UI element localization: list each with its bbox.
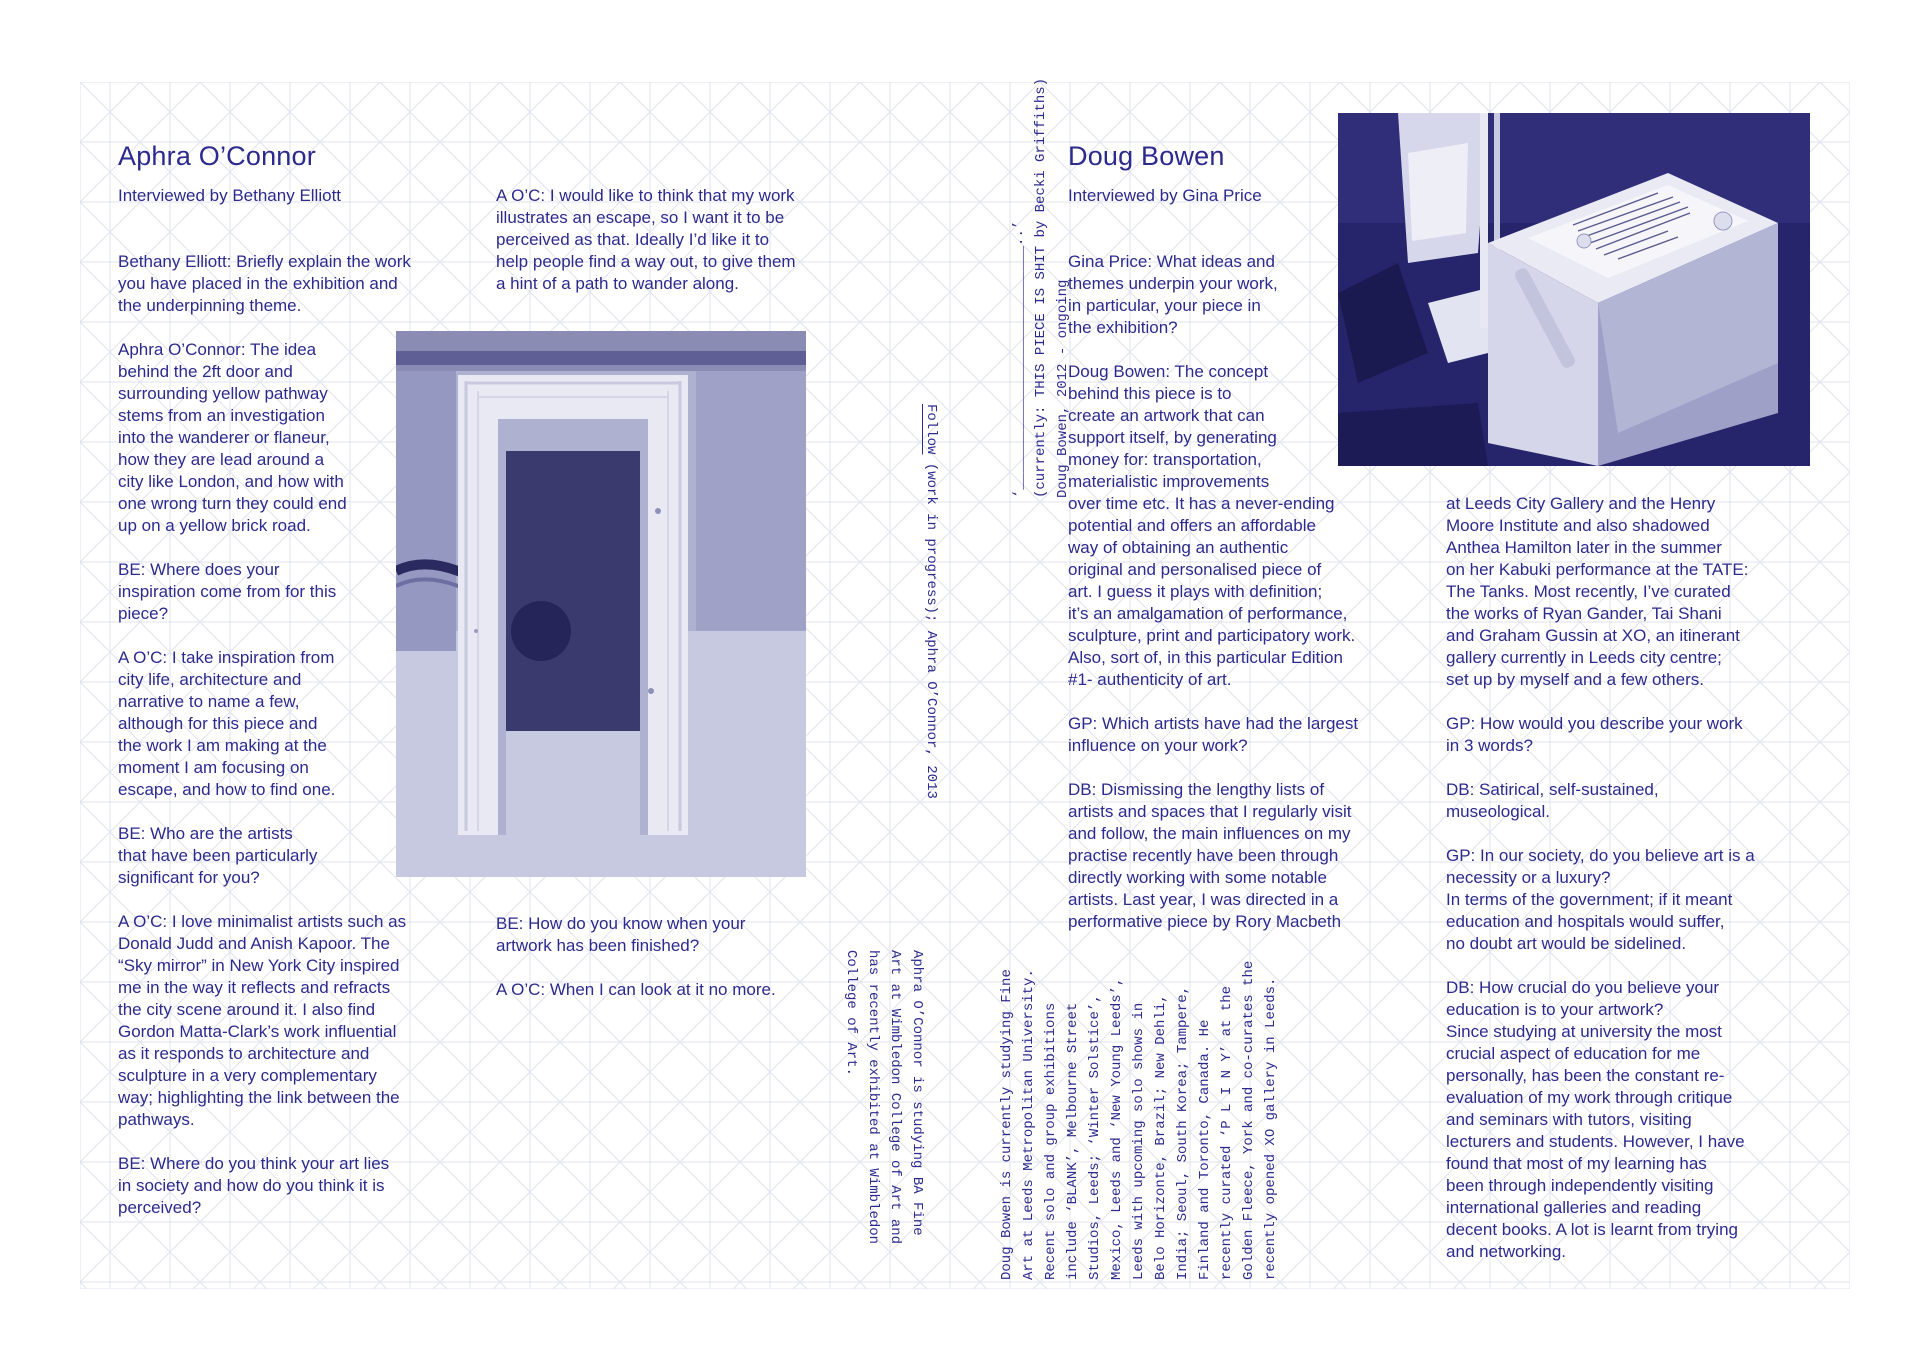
interviewer-line: Interviewed by Bethany Elliott [118,186,342,205]
interview-paragraph: DB: How crucial do you believe your education is to your artwork? Since studying at university the most crucial aspect of education for me personally, has been the constant re- evaluation of my work through critique and seminars with tutors, visiting lecturers and students. However, I have found that most of my learning has been through independently visiting international galleries and reading decent books. A lot is learnt from trying and networking. [1446,978,1745,1261]
interview-paragraph: GP: Which artists have had the largest influence on your work? [1068,714,1359,755]
page-title-aphra: Aphra O’Connor [118,141,316,171]
artist-bio-aphra: Aphra O’Connor is studying BA Fine Art at Wimbledon College of Art and has recently exhibited at Wimbledon College of Art. [843,950,925,1245]
interview-column-1-wide [1068,493,1418,933]
caption-title-follow: Follow [923,404,939,455]
interviewer-line: Interviewed by Gina Price [1068,186,1262,205]
interview-paragraph: Doug Bowen: The concept behind this piece is to create an artwork that can support itself, by generating money for: transportation, materialistic improvements [1068,362,1277,491]
interview-answer-top: A O’C: I would like to think that my work illustrates an escape, so I want it to be perceived as that. Ideally I’d like it to help people find a way out, to give them a hint of a path to wander along. [496,186,796,293]
pedestal-photo [1338,113,1810,466]
interview-paragraph: at Leeds City Gallery and the Henry Moore Institute and also shadowed Anthea Hamilton later in the summer on her Kabuki performance at the TATE: The Tanks. Most recently, I’ve curated the works of Ryan Gander, Tai Shani and Graham Gussin at XO, an itinerant gallery currently in Leeds city centre; set up by myself and a few others. [1446,494,1749,689]
interview-paragraph: GP: In our society, do you believe art is a necessity or a luxury? In terms of the government; if it meant education and hospitals would suffer, no doubt art would be sidelined. [1446,846,1755,953]
artwork-caption-doug [1008,77,1074,498]
interview-paragraph: BE: Where do you think your art lies in society and how do you think it is perceived? [118,1154,390,1217]
artwork-caption-aphra [920,404,942,799]
interview-paragraph: A O’C: When I can look at it no more. [496,980,776,999]
interview-paragraph: BE: Who are the artists that have been particularly significant for you? [118,824,318,887]
interview-paragraph: Bethany Elliott: Briefly explain the work you have placed in the exhibition and the underpinning theme. [118,252,411,315]
interview-paragraph: BE: Where does your inspiration come from for this piece? [118,560,337,623]
page-title-doug: Doug Bowen [1068,141,1225,171]
interview-paragraph: over time etc. It has a never-ending potential and offers an affordable way of obtaining an authentic original and personalised piece of art. I guess it plays with definition; it’s an amalgamation of performance, sculpture, print and participatory work. Also, sort of, in this particular Edition #1- authenticity of art. [1068,494,1356,689]
interview-paragraph: BE: How do you know when your artwork has been finished? [496,914,746,955]
interview-paragraph: DB: Dismissing the lengthy lists of artists and spaces that I regularly visit and follow, the main influences on my practise recently have been through directly working with some notable artists. Last year, I was directed in a performative piece by Rory Macbeth [1068,780,1352,931]
interview-column-2 [1446,493,1806,1263]
interview-paragraph: GP: How would you describe your work in 3 words? [1446,714,1743,755]
interview-paragraph: DB: Satirical, self-sustained, museological. [1446,780,1659,821]
interview-column-1-narrow [1068,251,1328,493]
interview-paragraph: A O’C: I take inspiration from city life, architecture and narrative to name a few, although for this piece and the work I am making at the moment I am focusing on escape, and how to find one. [118,648,336,799]
interview-column-2-bottom [496,913,826,1001]
caption-quote-line: ‘_____________________________..’ [1011,220,1027,498]
caption-artist-line: Doug Bowen, 2012 - ongoing [1055,279,1071,498]
interview-paragraph: A O’C: I love minimalist artists such as Donald Judd and Anish Kapoor. The “Sky mirror” in New York City inspired me in the way it reflects and refracts the city scene around it. I also find Gordon Matta-Clark’s work influential as it responds to architecture and sculpture in a very complementary way; highlighting the link between the pathways. [118,912,407,1129]
door-frame-photo [396,331,806,877]
interview-paragraph: Aphra O’Connor: The idea behind the 2ft door and surrounding yellow pathway stems from an investigation into the wanderer or flaneur, how they are lead around a city like London, and how with one wrong turn they could end up on a yellow brick road. [118,340,347,535]
caption-details: (work in progress); Aphra O’Connor, 2013 [923,454,939,799]
interview-paragraph: Gina Price: What ideas and themes underpin your work, in particular, your piece in the exhibition? [1068,252,1278,337]
caption-title-line: (currently: THIS PIECE IS SHIT by Becki Griffiths) [1033,77,1049,498]
artist-bio-doug: Doug Bowen is currently studying Fine Art at Leeds Metropolitan University. Recent solo and group exhibitions include ‘BLANK’, Melbourne Street Studios, Leeds; ‘Winter Solstice’, Mexico, Leeds and ‘New Young Leeds’, Leeds with upcoming solo shows in Belo Horizonte, Brazil; New Dehli, India; Seoul, South Korea; Tampere, Finland and Toronto, Canada. He recently curated ‘P L I N Y’ at the Golden Fleece, York and co-curates the recently opened XO gallery in Leeds. [999,960,1279,1280]
